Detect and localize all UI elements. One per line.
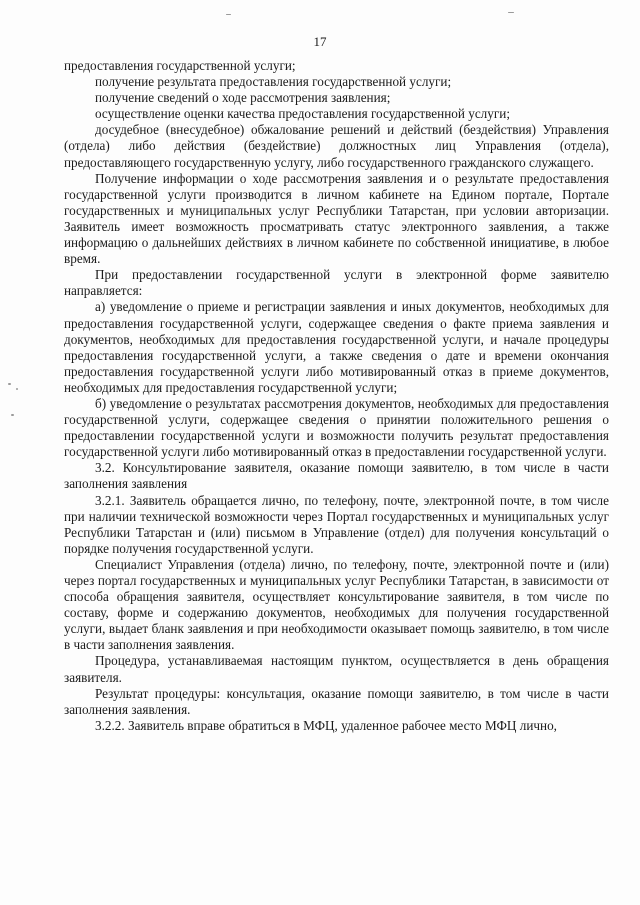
paragraph: Получение информации о ходе рассмотрения заявления и о результате предоставления государственной услуги производится в личном кабинете на Едином портале, Портале государственных и муниципальных услуг Республики Татарстан, при условии авторизации. Заявитель имеет возможность просматривать статус электронного заявления, а также информацию о дальнейших действиях в личном кабинете по собственной инициативе, в любое время.: [64, 170, 609, 267]
paragraph: Специалист Управления (отдела) лично, по телефону, почте, электронной почте и (или) через портал государственных и муниципальных услуг Республики Татарстан, в зависимости от способа обращения заявителя, осуществляет консультирование заявителя, в том числе по составу, форме и содержанию документов, необходимых для получения государственной услуги, выдает бланк заявления и при необходимости оказывает помощь заявителю, в том числе в части заполнения заявления.: [64, 556, 609, 653]
scan-speck: [16, 388, 18, 390]
paragraph: 3.2.1. Заявитель обращается лично, по телефону, почте, электронной почте, в том числе при наличии технической возможности через Портал государственных и муниципальных услуг Республики Татарстан и (или) письмом в Управление (отдел) для получения консультаций о порядке получения государственной услуги.: [64, 492, 609, 556]
section-heading: 3.2. Консультирование заявителя, оказание помощи заявителю, в том числе в части заполнения заявления: [64, 460, 609, 492]
paragraph: получение сведений о ходе рассмотрения заявления;: [95, 90, 391, 106]
paragraph: досудебное (внесудебное) обжалование решений и действий (бездействия) Управления (отдела) либо действия (бездействие) должностных лиц Управления (отдела), предоставляющего государственную услугу, либо государственного гражданского служащего.: [64, 122, 609, 170]
paragraph: б) уведомление о результатах рассмотрения документов, необходимых для предоставления государственной услуги, содержащее сведения о принятии положительного решения о предоставлении государственной услуги и возможности получить результат предоставления государственной услуги либо мотивированный отказ в предоставлении государственной услуги.: [64, 395, 609, 460]
scan-speck: [8, 383, 11, 385]
paragraph: 3.2.2. Заявитель вправе обратиться в МФЦ, удаленное рабочее место МФЦ лично,: [95, 717, 557, 733]
paragraph: осуществление оценки качества предоставления государственной услуги;: [95, 106, 510, 122]
paragraph: предоставления государственной услуги;: [64, 58, 296, 73]
document-body: [64, 58, 609, 734]
paragraph: получение результата предоставления государственной услуги;: [95, 74, 452, 90]
page-number: 17: [313, 34, 327, 49]
paragraph: Процедура, устанавливаемая настоящим пунктом, осуществляется в день обращения заявителя.: [64, 653, 609, 685]
paragraph: а) уведомление о приеме и регистрации заявления и иных документов, необходимых для предоставления государственной услуги, содержащее сведения о факте приема заявления и документов, необходимых для предоставления государственной услуги, и начале процедуры предоставления государственной услуги, а также сведения о дате и времени окончания предоставления государственной услуги либо мотивированный отказ в приеме документов, необходимых для предоставления государственной услуги;: [64, 299, 609, 395]
scan-speck: [11, 414, 14, 416]
paragraph: Результат процедуры: консультация, оказание помощи заявителю, в том числе в части заполнения заявления.: [64, 685, 609, 717]
scan-speck: [226, 14, 231, 15]
paragraph: При предоставлении государственной услуги в электронной форме заявителю направляется:: [64, 267, 609, 299]
scan-speck: [508, 12, 514, 13]
